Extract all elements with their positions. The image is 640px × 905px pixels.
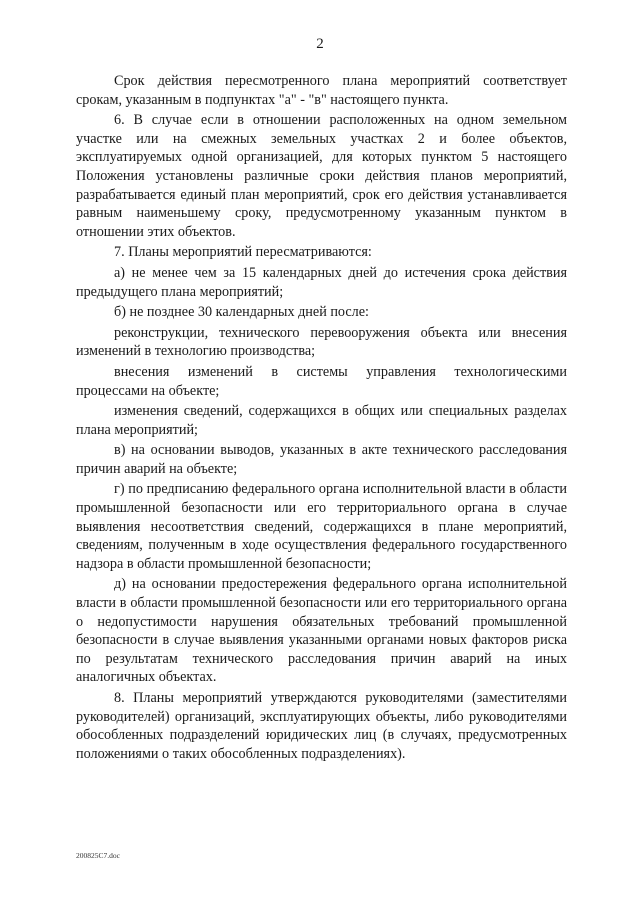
paragraph-item-7a: а) не менее чем за 15 календарных дней до истечения срока действия предыдущего плана мероприятий; xyxy=(76,264,567,300)
paragraph-item-6: 6. В случае если в отношении расположенных на одном земельном участке или на смежных земельных участках 2 и более объектов, эксплуатируемых одной организацией, для которых пунктом 5 настоящего Положения установлены различные сроки действия планов мероприятий, разрабатывается единый план мероприятий, срок его действия устанавливается равным наименьшему сроку, предусмотренному указанным пунктом в отношении этих объектов. xyxy=(76,112,567,240)
paragraph-item-7b-plan-sections: изменения сведений, содержащихся в общих или специальных разделах плана мероприятий; xyxy=(76,403,567,438)
paragraph-item-7d: д) на основании предостережения федерального органа исполнительной власти в области промышленной безопасности или его территориального органа о недопустимости нарушения обязательных требований промышленной безопасности в случае выявления указанными органами новых факторов риска по результатам технического расследования причин аварий на иных аналогичных объектах. xyxy=(76,576,567,686)
document-body xyxy=(76,72,567,763)
page-number: 2 xyxy=(316,36,324,52)
paragraph-validity-term: Срок действия пересмотренного плана мероприятий соответствует срокам, указанным в подпунктах "а" - "в" настоящего пункта. xyxy=(76,73,567,108)
paragraph-item-7b: б) не позднее 30 календарных дней после: xyxy=(114,304,369,321)
paragraph-item-7: 7. Планы мероприятий пересматриваются: xyxy=(114,244,372,261)
paragraph-item-7v: в) на основании выводов, указанных в акте технического расследования причин аварий на объекте; xyxy=(76,442,567,477)
paragraph-item-7g: г) по предписанию федерального органа исполнительной власти в области промышленной безопасности или его территориального органа в случае выявления несоответствия сведений, содержащихся в плане мероприятий, сведениям, полученным в ходе осуществления федерального государственного надзора в области промышленной безопасности; xyxy=(76,481,567,572)
paragraph-item-8: 8. Планы мероприятий утверждаются руководителями (заместителями руководителей) организаций, эксплуатирующих объекты, либо руководителями обособленных подразделений юридических лиц (в случаях, предусмотренных положениями о таких обособленных подразделениях). xyxy=(76,690,567,762)
footer-filename: 200825C7.doc xyxy=(76,851,120,860)
paragraph-item-7b-control-systems: внесения изменений в системы управления технологическими процессами на объекте; xyxy=(76,363,567,399)
paragraph-item-7b-reconstruction: реконструкции, технического перевооружения объекта или внесения изменений в технологию производства; xyxy=(76,324,567,360)
